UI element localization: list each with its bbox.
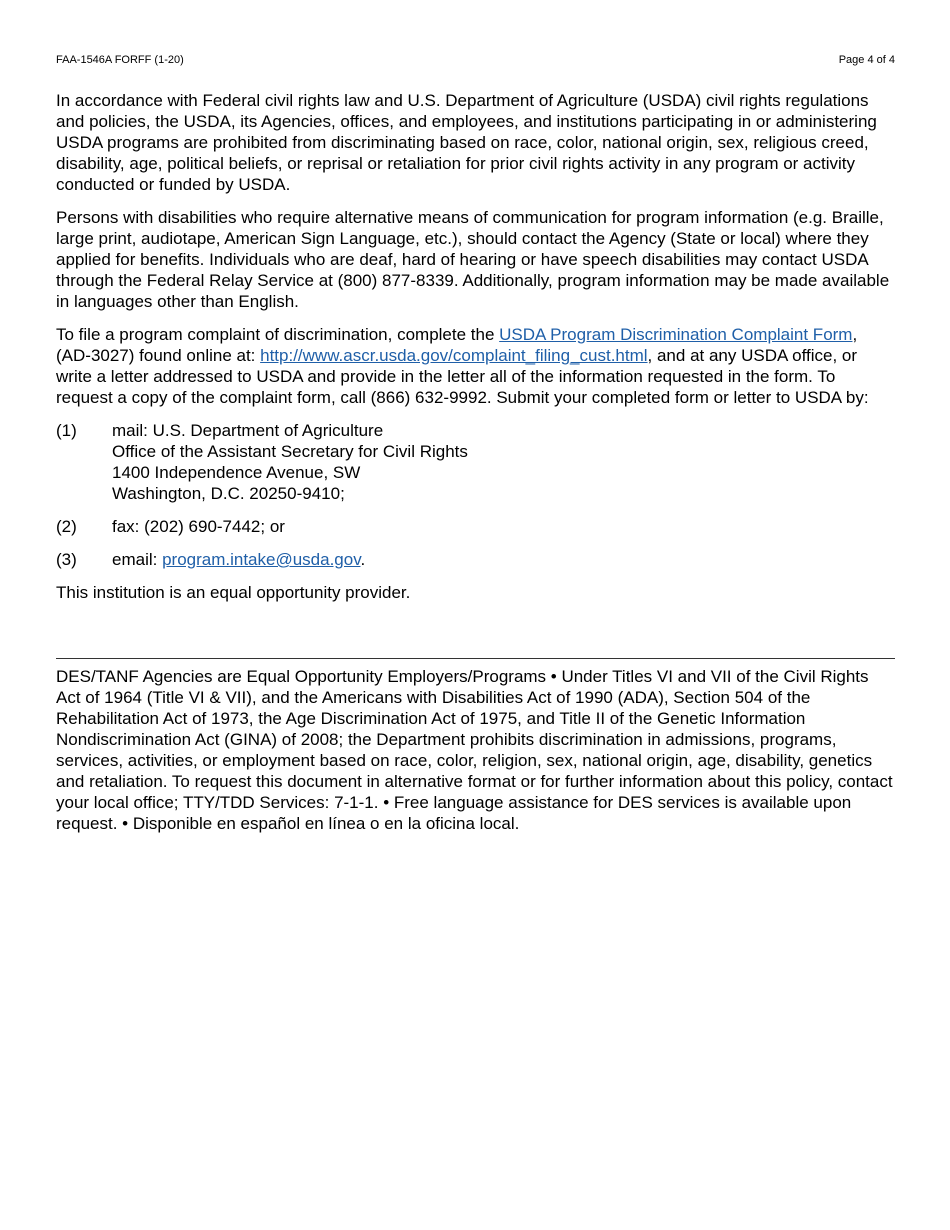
mail-line: mail: U.S. Department of Agriculture [112,421,384,440]
des-tanf-text: DES/TANF Agencies are Equal Opportunity Employers/Programs • Under Titles VI and VII of the Civil Rights Act of 1964 (Title VI & VII), and the Americans with Disabilities Act of 1990 (ADA), Section 504 of the Rehabilitation Act of 1973, the Age Discrimination Act of 1975, and Title II of the Genetic Information Nondiscrimination Act (GINA) of 2008; the Department prohibits discrimination in admissions, programs, services, activities, or employment based on race, color, religion, sex, national origin, age, disability, genetics and retaliation. To request this document in alternative format or for further information about this policy, contact your local office; TTY/TDD Services: 7-1-1. • Free language assistance for DES services is available upon request. • Disponible en español en línea o en la oficina local. [56,667,893,833]
email-line [112,549,895,570]
email-prefix: email: [112,550,163,569]
form-id: FAA-1546A FORFF (1-20) [56,54,184,66]
list-number: (2) [56,517,77,536]
paragraph-complaint [56,324,895,408]
complaint-mid: , (AD-3027) found online at: [56,325,858,365]
complaint-intro: To file a program complaint of discrimination, complete the [56,325,500,344]
section-divider [56,658,895,659]
mail-line: 1400 Independence Avenue, SW [112,463,361,482]
email-suffix: . [360,550,366,569]
des-tanf-statement [56,666,895,834]
list-number: (3) [56,550,77,569]
complaint-form-link[interactable]: USDA Program Discrimination Complaint Form [499,325,853,344]
equal-opportunity-statement: This institution is an equal opportunity provider. [56,583,411,602]
mail-line: Office of the Assistant Secretary for Civil Rights [112,442,468,461]
email-link[interactable]: program.intake@usda.gov [162,550,361,569]
submit-method-mail [56,420,895,504]
page-number: Page 4 of 4 [838,54,895,66]
complaint-url-link[interactable]: http://www.ascr.usda.gov/complaint_filing_cust.html [260,346,648,365]
paragraph-civil-rights: In accordance with Federal civil rights law and U.S. Department of Agriculture (USDA) civil rights regulations and policies, the USDA, its Agencies, offices, and employees, and institutions participating in or administering USDA programs are prohibited from discriminating based on race, color, national origin, sex, religious creed, disability, age, political beliefs, or reprisal or retaliation for prior civil rights activity in any program or activity conducted or funded by USDA. [56,91,877,194]
complaint-end: , and at any USDA office, or write a letter addressed to USDA and provide in the letter all of the information requested in the form. To request a copy of the complaint form, call (866) 632-9992. Submit your completed form or letter to USDA by: [56,346,869,407]
fax-number: fax: (202) 690-7442; or [112,517,285,536]
list-number: (1) [56,421,77,440]
submit-method-email [56,549,895,570]
paragraph-disabilities: Persons with disabilities who require alternative means of communication for program information (e.g. Braille, large print, audiotape, American Sign Language, etc.), should contact the Agency (State or local) where they applied for benefits. Individuals who are deaf, hard of hearing or have speech disabilities may contact USDA through the Federal Relay Service at (800) 877-8339. Additionally, program information may be made available in languages other than English. [56,208,890,311]
mail-address [112,420,895,504]
submit-method-fax [56,516,895,537]
usda-nondiscrimination-statement [56,90,895,615]
mail-line: Washington, D.C. 20250-9410; [112,484,345,503]
